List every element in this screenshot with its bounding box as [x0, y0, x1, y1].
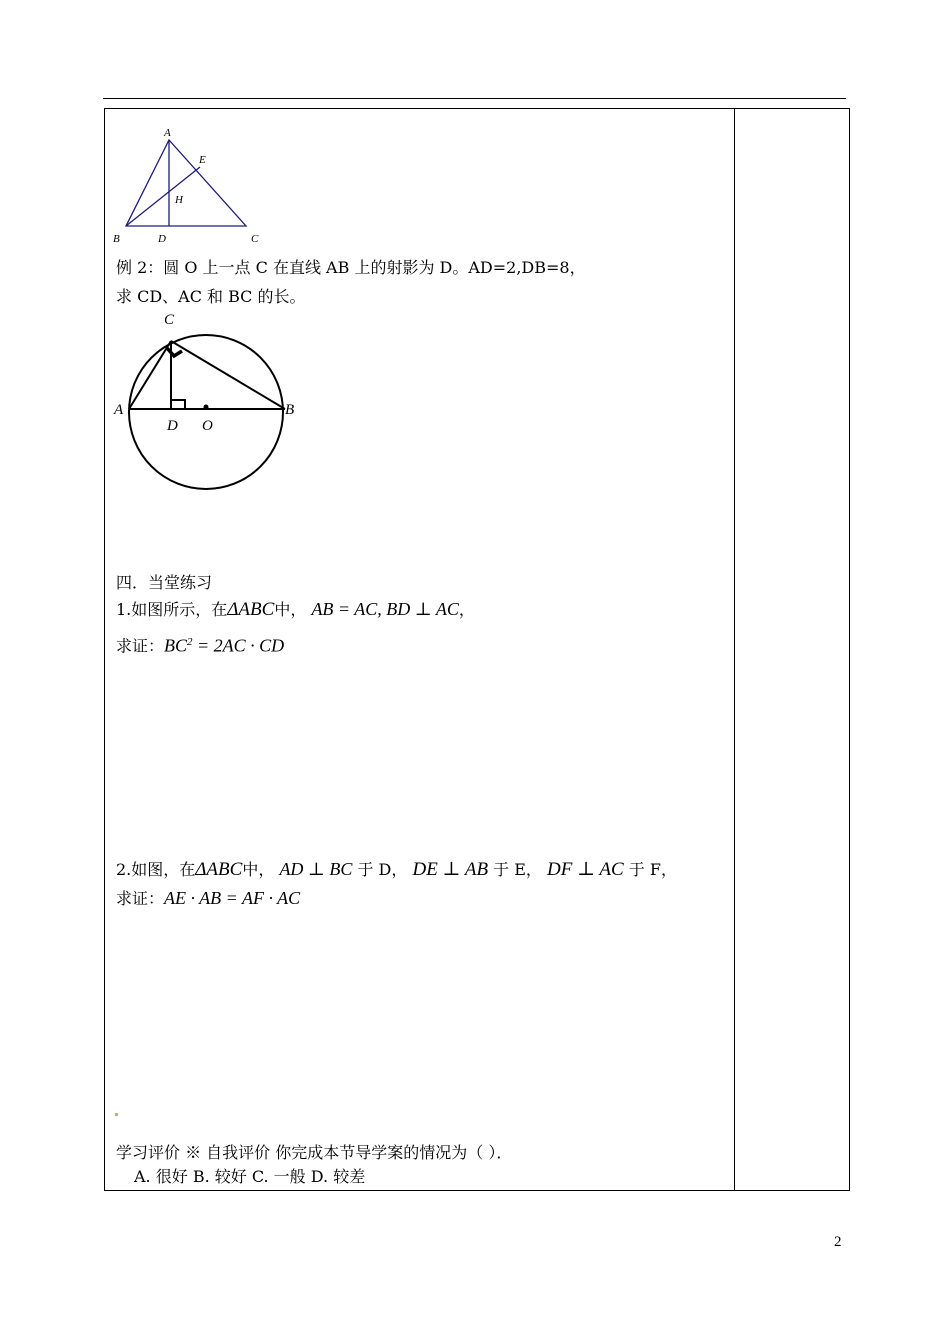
exercise2-cond2: DE ⊥ AB [412, 859, 489, 880]
label-a2: A [114, 402, 124, 418]
triangle-altitude-figure [108, 122, 268, 252]
notes-column-divider [734, 108, 735, 1191]
right-angle-c [167, 348, 182, 356]
exercise1-condition: AB = AC, BD ⊥ AC [311, 599, 459, 619]
section4-heading: 四．当堂练习 [116, 573, 213, 592]
exercise1-prove-rest: = 2AC · CD [192, 635, 285, 656]
exercise1-triangle: ΔABC [227, 599, 275, 620]
marker-dot [115, 1113, 118, 1116]
example2-line2: 求 CD、AC 和 BC 的长。 [116, 287, 306, 306]
evaluation-options: A. 很好 B. 较好 C. 一般 D. 较差 [134, 1167, 366, 1186]
exercise2-mid: 中， [242, 860, 275, 879]
label-o2: O [202, 418, 213, 434]
exercise2-prove-expr: AE · AB = AF · AC [164, 888, 301, 908]
label-b2: B [285, 402, 295, 418]
example2-line1: 例 2：圆 O 上一点 C 在直线 AB 上的射影为 D。AD=2,DB=8， [116, 258, 586, 277]
exercise2-text2: 于 E， [493, 860, 542, 879]
chord-bc [171, 341, 285, 409]
exercise2-text1: 于 D， [357, 860, 408, 879]
exercise1-prove-sup: 2 [187, 636, 193, 648]
exercise2-statement [116, 859, 677, 880]
exercise2-prove [116, 888, 300, 909]
exercise2-triangle: ΔABC [195, 859, 243, 880]
label-d2: D [167, 418, 178, 434]
chord-ac [129, 341, 171, 409]
exercise2-cond3: DF ⊥ AC [547, 859, 624, 880]
circle-projection-figure [108, 308, 308, 498]
page-number: 2 [834, 1234, 842, 1250]
exercise1-prove [116, 632, 284, 656]
exercise1-mid: 中， [274, 600, 307, 619]
exercise1-statement [116, 599, 475, 620]
exercise2-cond1: AD ⊥ BC [279, 859, 353, 879]
exercise2-prove-label: 求证： [116, 889, 165, 908]
label-e: E [199, 154, 206, 166]
exercise1-prove-base: BC [164, 635, 188, 656]
label-c2: C [164, 312, 175, 328]
label-b: B [113, 233, 120, 245]
center-dot-o [204, 405, 209, 410]
exercise2-text3: 于 F， [628, 860, 677, 879]
circle-o [129, 335, 283, 489]
triangle-abc [126, 140, 246, 226]
evaluation-line: 学习评价 ※ 自我评价 你完成本节导学案的情况为（ ）． [116, 1143, 513, 1162]
label-a: A [164, 127, 171, 139]
label-d: D [158, 233, 166, 245]
exercise2-prefix: 2.如图，在 [116, 860, 196, 879]
altitude-be [126, 167, 200, 226]
exercise1-prefix: 1.如图所示，在 [116, 600, 228, 619]
exercise1-end: ， [458, 600, 475, 619]
header-rule [103, 98, 846, 99]
label-c: C [251, 233, 259, 245]
right-angle-d [171, 400, 185, 409]
label-h: H [175, 194, 183, 206]
exercise1-prove-label: 求证： [116, 636, 165, 656]
